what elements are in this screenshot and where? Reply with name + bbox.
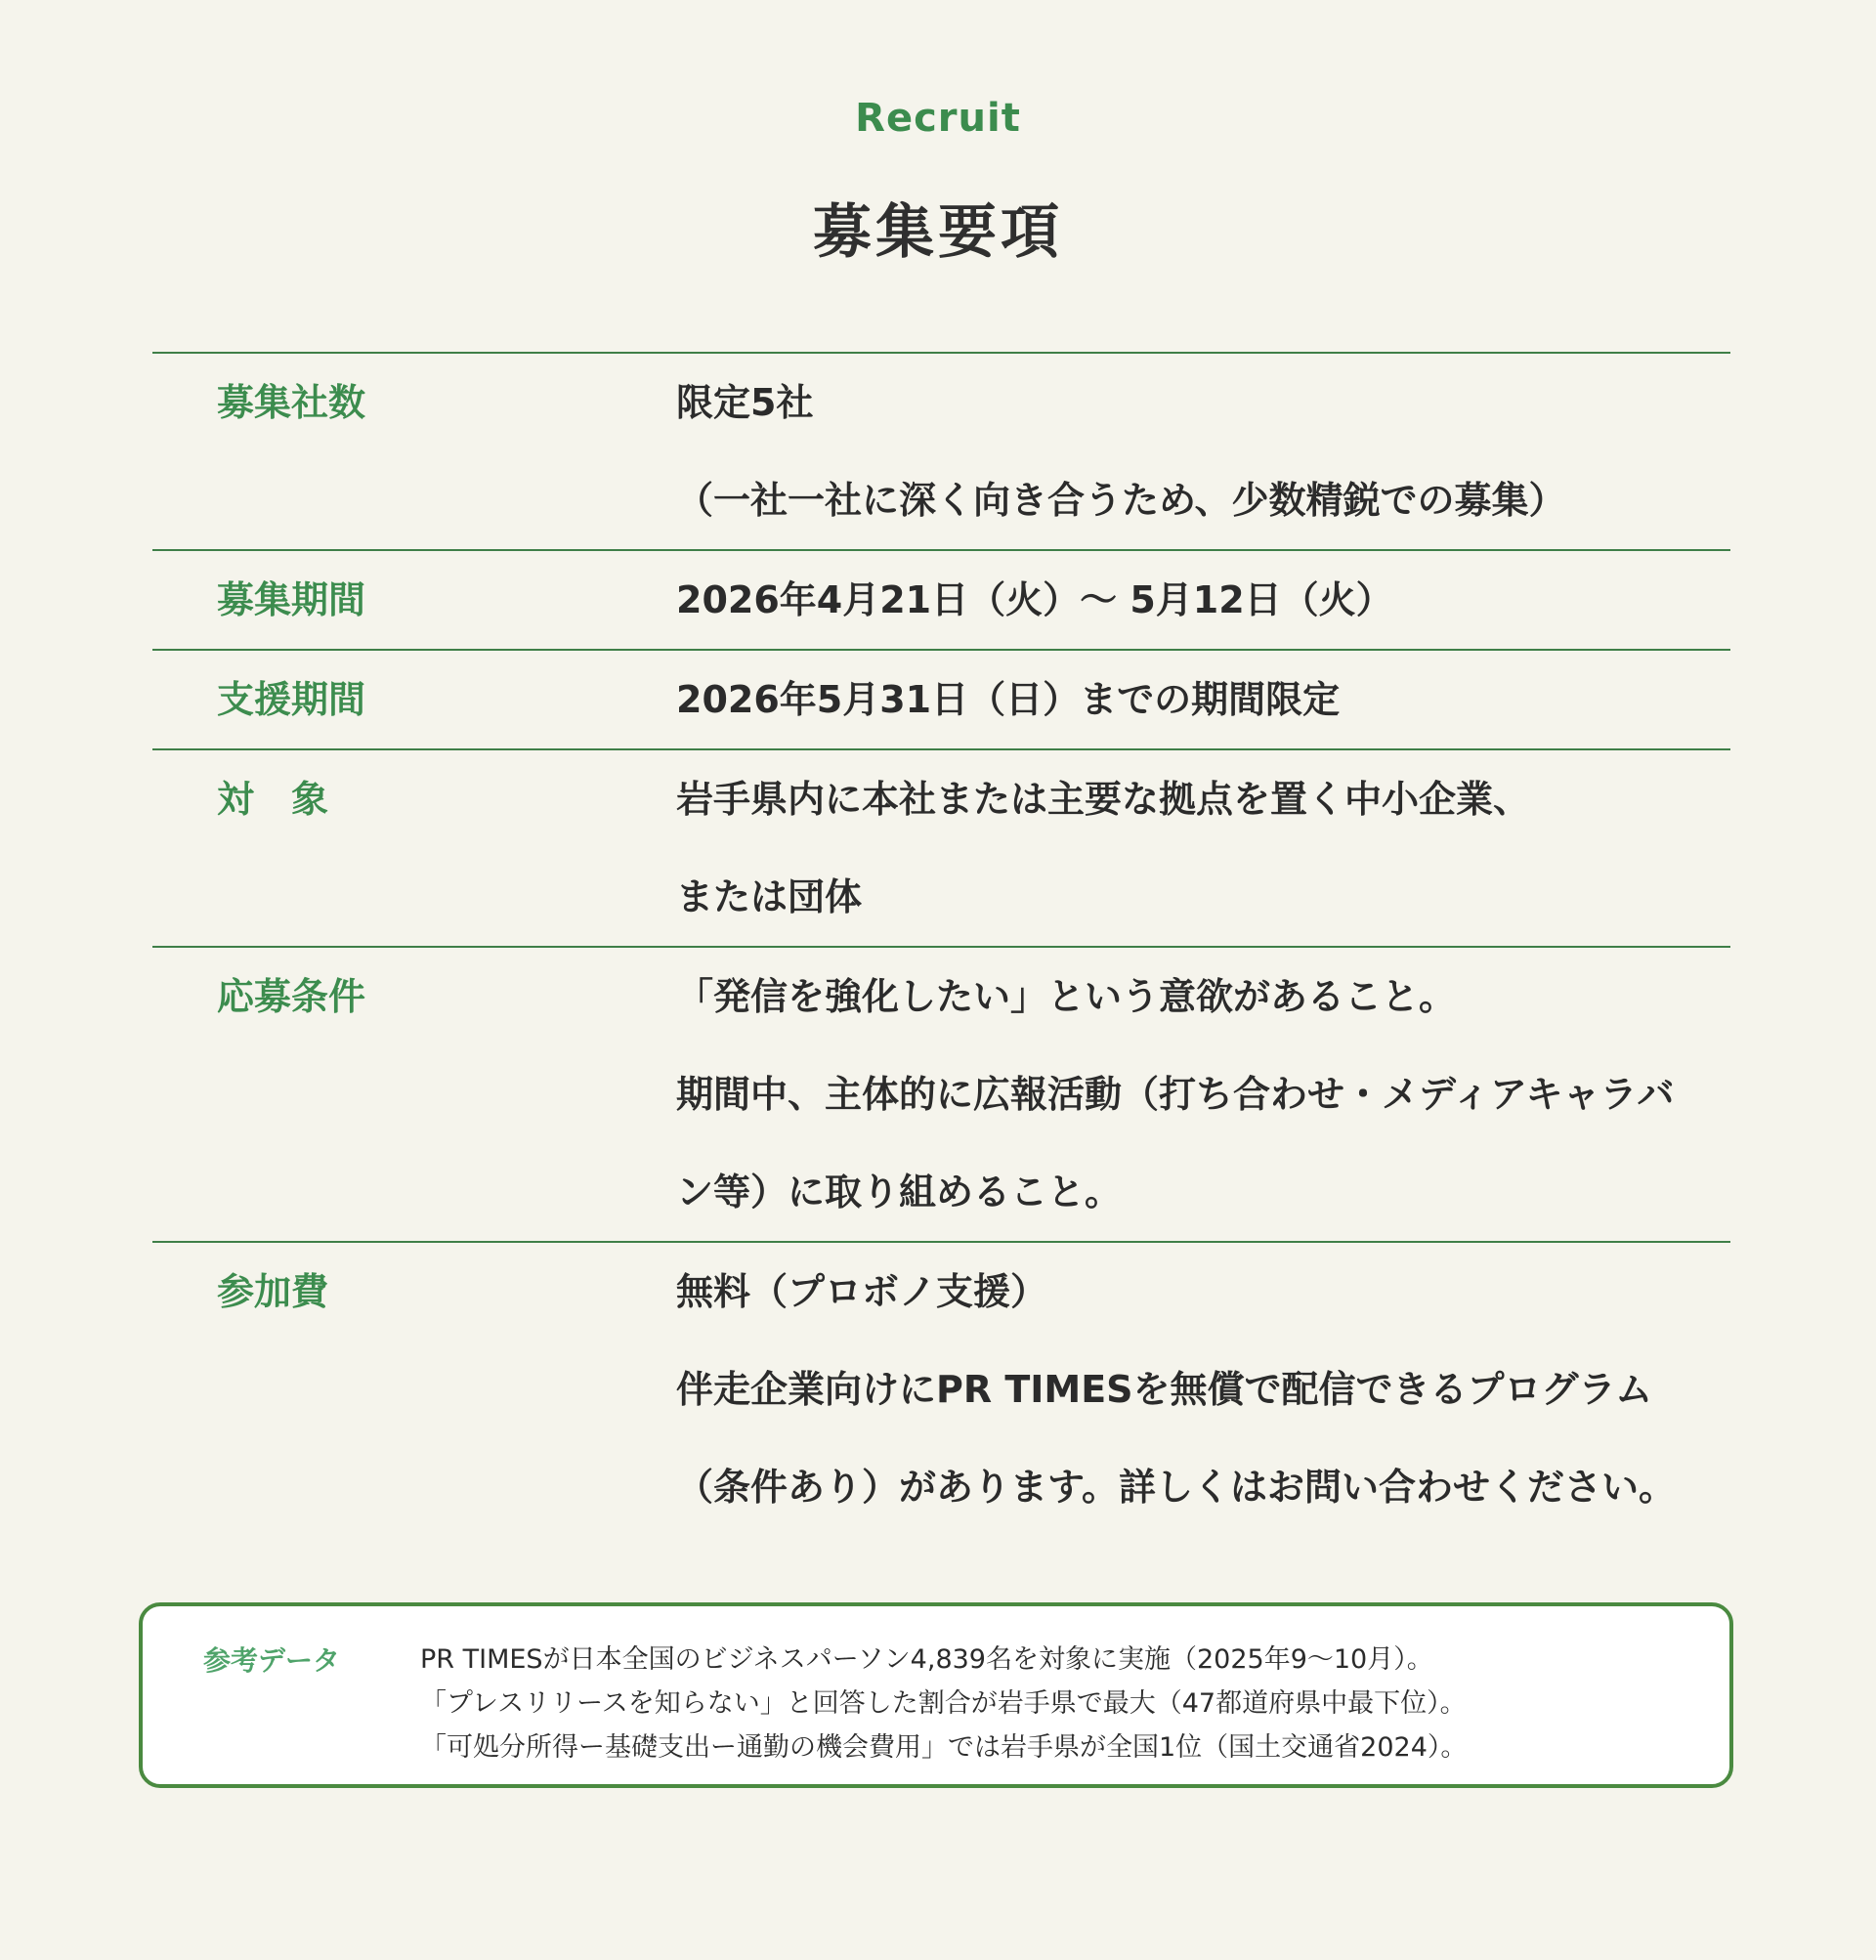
row-value-line: 限定5社 xyxy=(676,381,814,424)
reference-data-box xyxy=(139,1602,1733,1788)
table-row-conditions xyxy=(152,948,1730,1243)
table-row-fee xyxy=(152,1243,1730,1536)
row-value xyxy=(676,378,1730,525)
reference-line: PR TIMESが日本全国のビジネスパーソン4,839名を対象に実施（2025年9〜10月）。 xyxy=(420,1644,1433,1675)
row-value-line: （条件あり）があります。詳しくはお問い合わせください。 xyxy=(676,1466,1676,1509)
row-value-line: （一社一社に深く向き合うため、少数精鋭での募集） xyxy=(676,479,1566,522)
recruit-table xyxy=(152,352,1730,1536)
row-label: 募集社数 xyxy=(217,381,366,424)
row-value-line: 「発信を強化したい」という意欲があること。 xyxy=(676,975,1457,1018)
row-value-line: ン等）に取り組めること。 xyxy=(676,1171,1123,1214)
row-value-line: 岩手県内に本社または主要な拠点を置く中小企業、 xyxy=(676,778,1531,821)
row-value-line: または団体 xyxy=(676,875,863,918)
row-value-line: 期間中、主体的に広報活動（打ち合わせ・メディアキャラバ xyxy=(676,1073,1675,1116)
page-title: 募集要項 xyxy=(813,198,1063,267)
section-eyebrow: Recruit xyxy=(855,96,1021,141)
row-label: 参加費 xyxy=(217,1270,329,1313)
table-row-target xyxy=(152,750,1730,948)
row-value xyxy=(676,775,1730,921)
row-label: 応募条件 xyxy=(217,975,366,1018)
row-value-line: 2026年5月31日（日）までの期間限定 xyxy=(676,678,1341,721)
row-value-line: 無料（プロボノ支援） xyxy=(676,1270,1048,1313)
row-label: 対象 xyxy=(217,778,366,821)
row-value-line: 2026年4月21日（火）～ 5月12日（火） xyxy=(676,578,1393,621)
reference-text xyxy=(420,1638,1467,1769)
row-label: 支援期間 xyxy=(217,678,366,721)
table-row-company-count xyxy=(152,354,1730,551)
table-row-support-period xyxy=(152,651,1730,750)
row-value xyxy=(676,675,1730,724)
row-value xyxy=(676,575,1730,624)
row-value-line: 伴走企業向けにPR TIMESを無償で配信できるプログラム xyxy=(676,1368,1653,1411)
reference-line: 「可処分所得ー基礎支出ー通勤の機会費用」では岩手県が全国1位（国土交通省2024）。 xyxy=(420,1732,1468,1763)
reference-line: 「プレスリリースを知らない」と回答した割合が岩手県で最大（47都道府県中最下位）。 xyxy=(420,1688,1467,1719)
row-value xyxy=(676,1267,1730,1512)
row-label: 募集期間 xyxy=(217,578,366,621)
table-row-application-period xyxy=(152,551,1730,651)
row-value xyxy=(676,972,1730,1216)
reference-label: 参考データ xyxy=(203,1644,341,1677)
